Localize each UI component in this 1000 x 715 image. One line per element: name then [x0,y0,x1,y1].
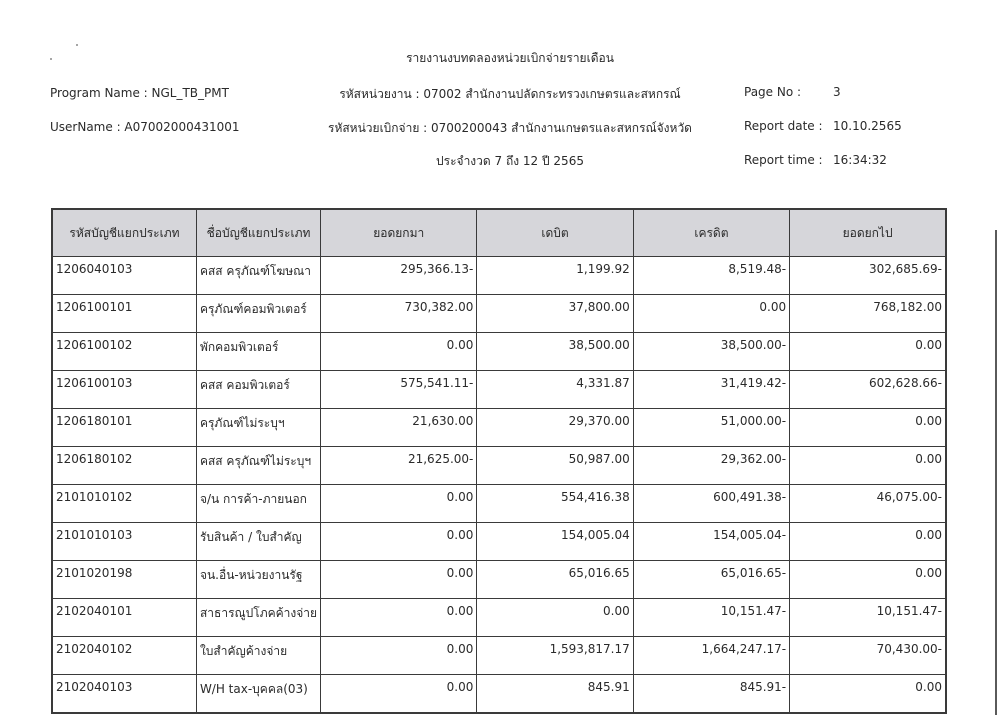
header-brought-forward: ยอดยกมา [321,209,477,257]
table-row [52,485,946,523]
credit: 51,000.00- [633,409,789,447]
account-code: 1206100103 [52,371,196,409]
page-no-value: 3 [833,85,841,99]
table-header-row [52,209,946,257]
carried-forward: 46,075.00- [790,485,946,523]
debit: 37,800.00 [477,295,633,333]
brought-forward: 575,541.11- [321,371,477,409]
table-row [52,409,946,447]
header-credit: เครดิต [633,209,789,257]
account-code: 1206100101 [52,295,196,333]
table-row [52,561,946,599]
brought-forward: 0.00 [321,485,477,523]
account-name: จ/น การค้า-ภายนอก [196,485,320,523]
debit: 154,005.04 [477,523,633,561]
brought-forward: 730,382.00 [321,295,477,333]
table-row [52,637,946,675]
debit: 4,331.87 [477,371,633,409]
report-title: รายงานงบทดลองหน่วยเบิกจ่ายรายเดือน [406,51,614,65]
debit: 845.91 [477,675,633,714]
report-date-value: 10.10.2565 [833,119,902,133]
brought-forward: 21,625.00- [321,447,477,485]
scan-speck [50,58,52,60]
account-name: คสส ครุภัณฑ์โฆษณา [196,257,320,295]
carried-forward: 768,182.00 [790,295,946,333]
account-code: 2101010103 [52,523,196,561]
report-time-value: 16:34:32 [833,153,887,167]
carried-forward: 10,151.47- [790,599,946,637]
carried-forward: 70,430.00- [790,637,946,675]
table-row [52,523,946,561]
brought-forward: 0.00 [321,599,477,637]
account-code: 1206180102 [52,447,196,485]
header-debit: เดบิต [477,209,633,257]
account-name: คสส คอมพิวเตอร์ [196,371,320,409]
header-carried-forward: ยอดยกไป [790,209,946,257]
table-row [52,257,946,295]
account-code: 2101010102 [52,485,196,523]
account-name: W/H tax-บุคคล(03) [196,675,320,714]
account-code: 2102040101 [52,599,196,637]
credit: 38,500.00- [633,333,789,371]
page-no-label: Page No : [744,85,802,99]
report-date-label: Report date : [744,119,823,133]
credit: 31,419.42- [633,371,789,409]
debit: 1,593,817.17 [477,637,633,675]
account-code: 1206100102 [52,333,196,371]
table-row [52,295,946,333]
credit: 600,491.38- [633,485,789,523]
table-row [52,333,946,371]
credit: 1,664,247.17- [633,637,789,675]
credit: 10,151.47- [633,599,789,637]
account-code: 2102040103 [52,675,196,714]
account-name: คสส ครุภัณฑ์ไม่ระบุฯ [196,447,320,485]
brought-forward: 295,366.13- [321,257,477,295]
debit: 554,416.38 [477,485,633,523]
account-name: ครุภัณฑ์คอมพิวเตอร์ [196,295,320,333]
table-row [52,599,946,637]
brought-forward: 0.00 [321,675,477,714]
account-code: 1206180101 [52,409,196,447]
table-row [52,447,946,485]
report-time-label: Report time : [744,153,823,167]
account-code: 2102040102 [52,637,196,675]
account-code: 2101020198 [52,561,196,599]
debit: 0.00 [477,599,633,637]
account-name: ครุภัณฑ์ไม่ระบุฯ [196,409,320,447]
account-name: ใบสำคัญค้างจ่าย [196,637,320,675]
program-name: Program Name : NGL_TB_PMT [50,86,229,100]
credit: 0.00 [633,295,789,333]
account-name: จน.อื่น-หน่วยงานรัฐ [196,561,320,599]
disbursing-unit-line: รหัสหน่วยเบิกจ่าย : 0700200043 สำนักงานเกษตรและสหกรณ์จังหวัด [328,121,692,135]
carried-forward: 0.00 [790,333,946,371]
credit: 8,519.48- [633,257,789,295]
table-row [52,675,946,714]
brought-forward: 0.00 [321,523,477,561]
brought-forward: 21,630.00 [321,409,477,447]
debit: 29,370.00 [477,409,633,447]
carried-forward: 0.00 [790,447,946,485]
period-line: ประจำงวด 7 ถึง 12 ปี 2565 [436,154,584,168]
username: UserName : A07002000431001 [50,120,240,134]
scan-speck [76,44,78,46]
credit: 154,005.04- [633,523,789,561]
debit: 50,987.00 [477,447,633,485]
credit: 65,016.65- [633,561,789,599]
account-name: รับสินค้า / ใบสำคัญ [196,523,320,561]
brought-forward: 0.00 [321,561,477,599]
header-account-code: รหัสบัญชีแยกประเภท [52,209,196,257]
trial-balance-table [51,208,947,714]
credit: 29,362.00- [633,447,789,485]
carried-forward: 602,628.66- [790,371,946,409]
carried-forward: 0.00 [790,409,946,447]
account-name: พักคอมพิวเตอร์ [196,333,320,371]
scan-edge-line [995,230,997,715]
debit: 65,016.65 [477,561,633,599]
carried-forward: 0.00 [790,561,946,599]
account-code: 1206040103 [52,257,196,295]
credit: 845.91- [633,675,789,714]
brought-forward: 0.00 [321,637,477,675]
account-name: สาธารณูปโภคค้างจ่าย [196,599,320,637]
debit: 1,199.92 [477,257,633,295]
brought-forward: 0.00 [321,333,477,371]
carried-forward: 0.00 [790,523,946,561]
header-account-name: ชื่อบัญชีแยกประเภท [196,209,320,257]
table-row [52,371,946,409]
agency-line: รหัสหน่วยงาน : 07002 สำนักงานปลัดกระทรวงเกษตรและสหกรณ์ [339,87,681,101]
carried-forward: 0.00 [790,675,946,714]
debit: 38,500.00 [477,333,633,371]
carried-forward: 302,685.69- [790,257,946,295]
